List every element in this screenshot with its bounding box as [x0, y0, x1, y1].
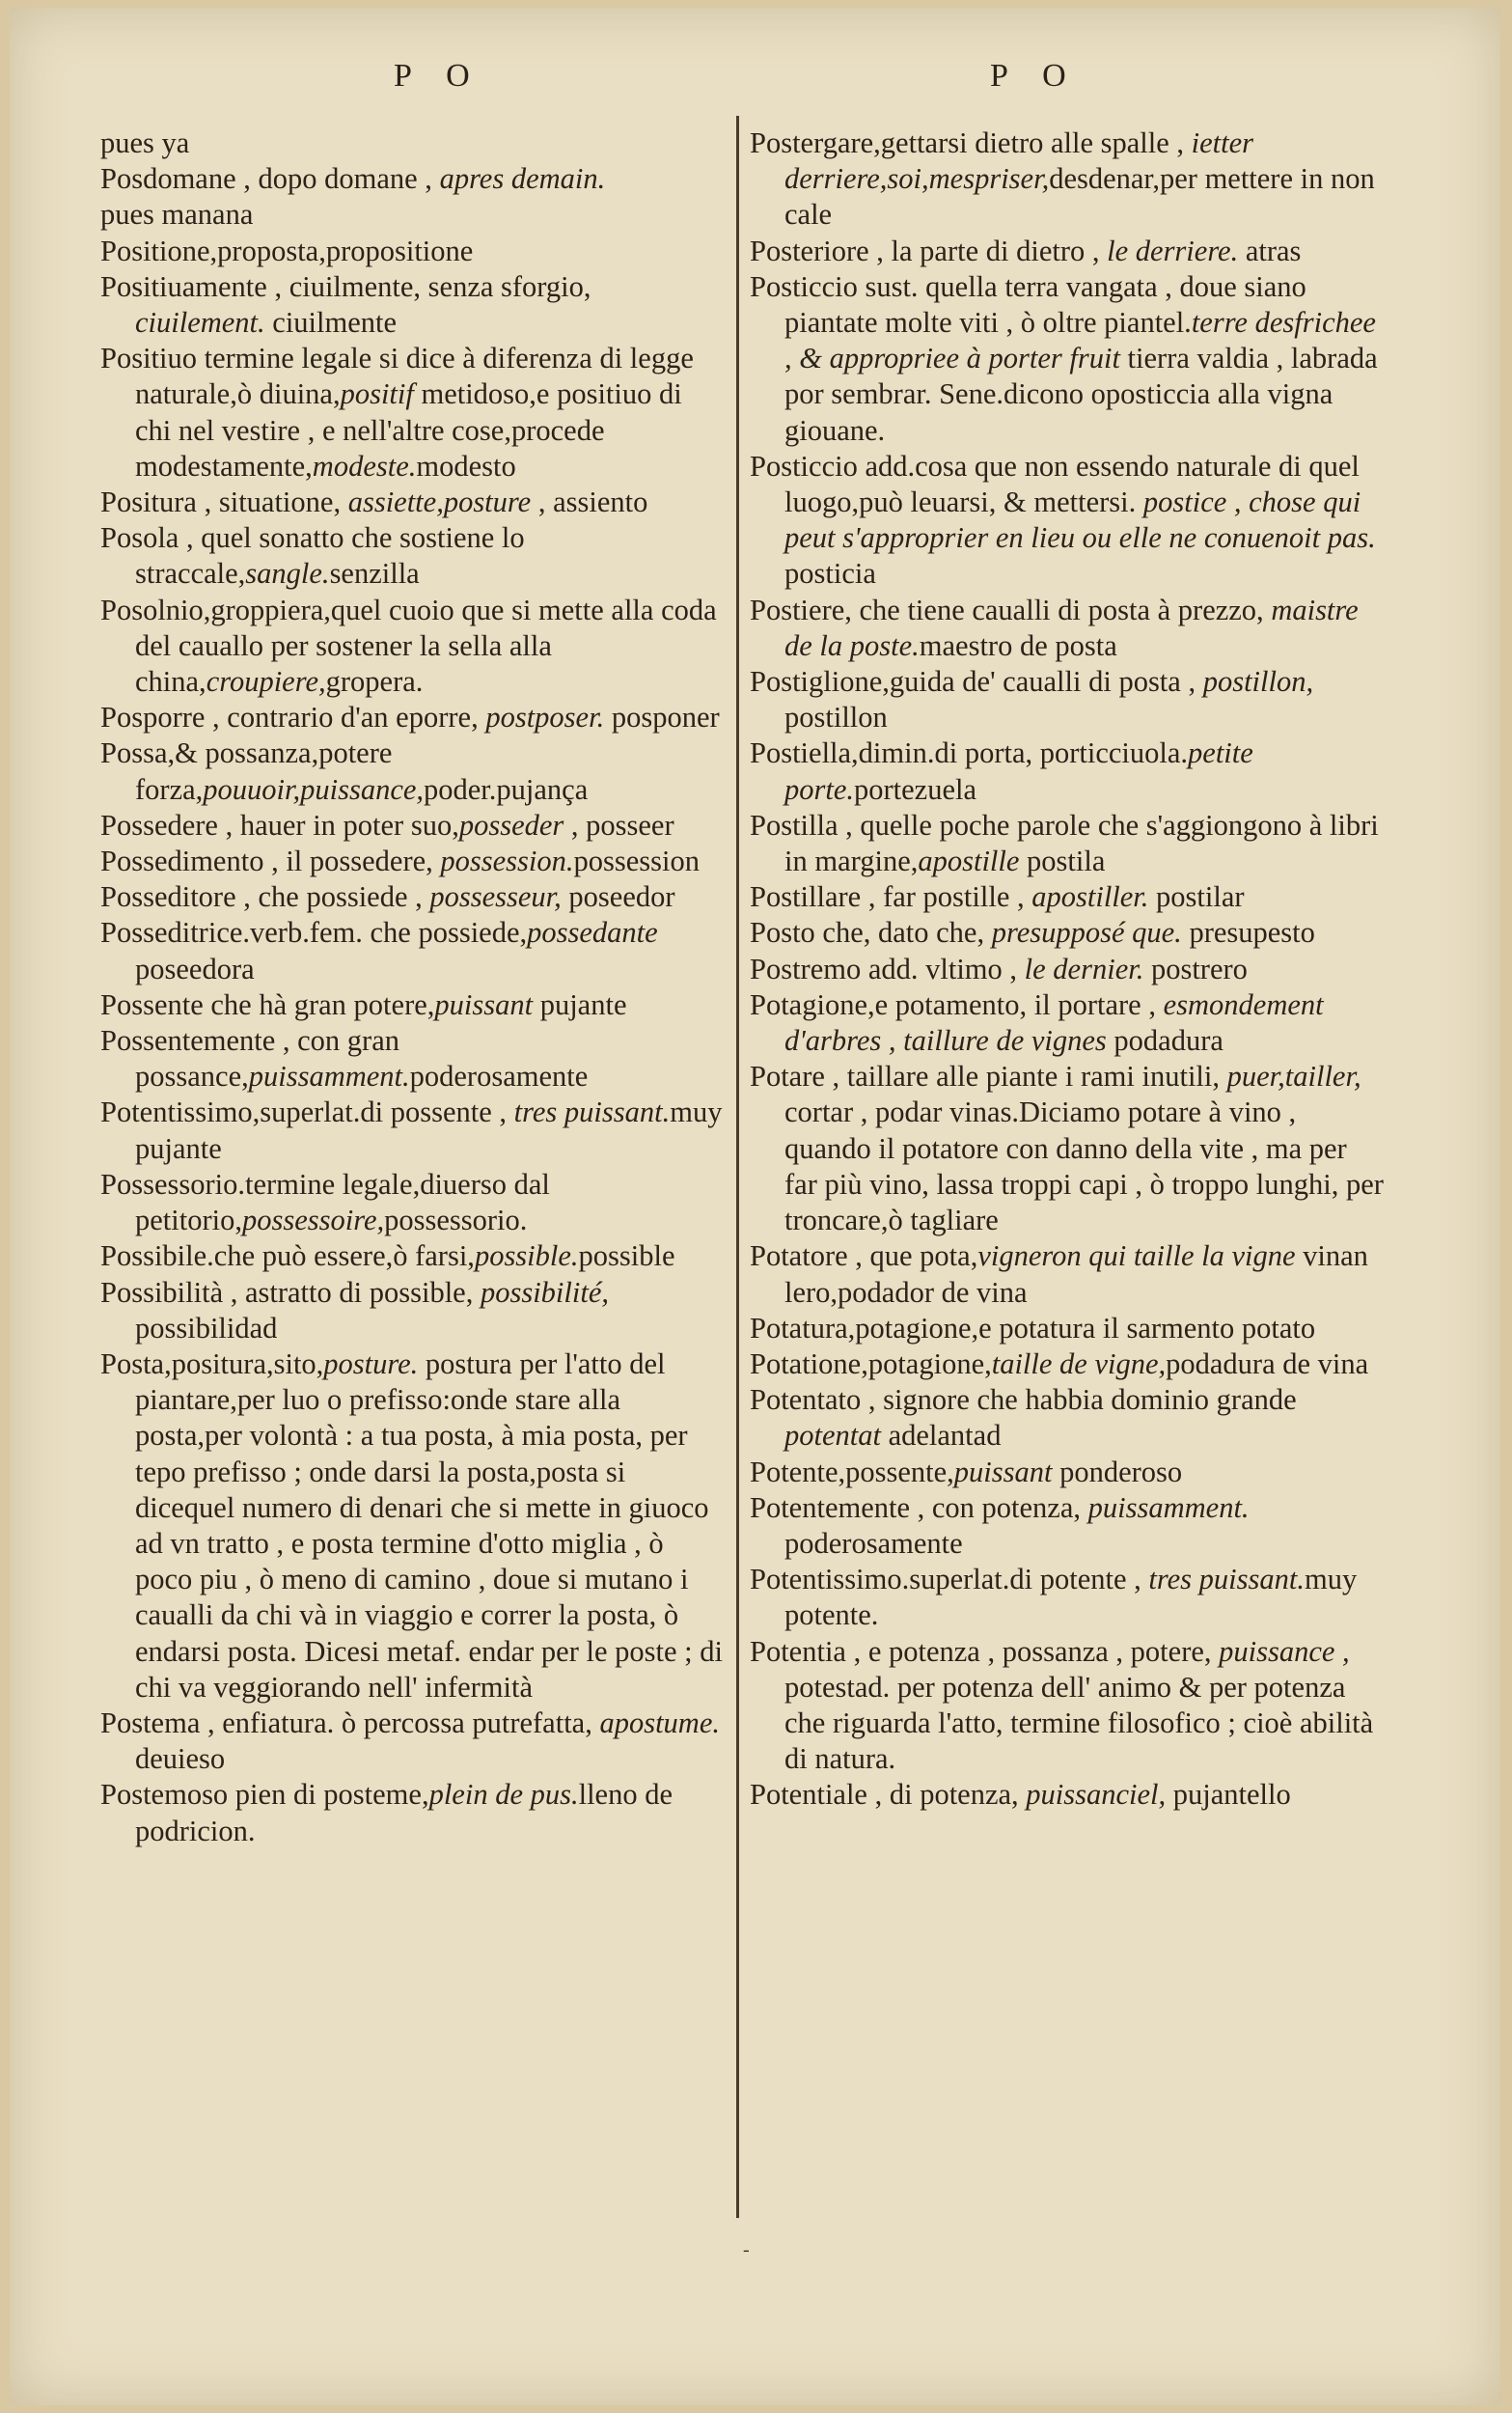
column-divider	[736, 116, 739, 2218]
entry-text: Posporre , contrario d'an eporre,	[100, 701, 486, 735]
dictionary-entry	[100, 808, 724, 844]
french-gloss: sangle.	[245, 557, 330, 591]
dictionary-entry	[100, 1706, 724, 1777]
entry-text: Postremo add. vltimo ,	[750, 952, 1025, 985]
french-gloss: le dernier.	[1024, 952, 1144, 985]
dictionary-entry	[750, 1562, 1387, 1633]
dictionary-entry	[100, 197, 724, 233]
french-gloss: croupiere,	[206, 665, 326, 699]
entry-text: Potentissimo.superlat.di potente ,	[750, 1563, 1149, 1596]
entry-text: pues ya	[100, 126, 190, 159]
french-gloss: postposer.	[485, 701, 605, 735]
entry-text: Postiglione,guida de' caualli di posta ,	[750, 665, 1203, 699]
french-gloss: le derriere.	[1107, 234, 1239, 267]
dictionary-entry	[750, 808, 1387, 879]
entry-text: podadura de vina	[1166, 1346, 1369, 1380]
french-gloss: posseder	[458, 808, 564, 842]
dictionary-entry	[750, 1311, 1387, 1346]
entry-text: podadura	[1106, 1024, 1223, 1058]
entry-text: Possente che hà gran potere,	[100, 987, 435, 1021]
entry-text: postilar	[1148, 880, 1245, 914]
entry-text: tierra valdia , labrada por sembrar. Sene.dicono oposticcia alla vigna giouane.	[784, 342, 1378, 447]
french-gloss: ciuilement.	[135, 306, 265, 340]
entry-text: senzilla	[329, 557, 420, 591]
dictionary-entry	[100, 1167, 724, 1238]
entry-text: poder.pujança	[424, 772, 589, 806]
entry-text: adelantad	[880, 1419, 1002, 1453]
french-gloss: puissamment.	[248, 1060, 410, 1094]
dictionary-entry	[100, 987, 724, 1023]
entry-text: Potentissimo,superlat.di possente ,	[100, 1096, 514, 1129]
french-gloss: tres puissant.	[513, 1096, 671, 1129]
entry-text: vinan lero,podador de vina	[784, 1239, 1368, 1309]
french-gloss: assiette,posture	[347, 485, 532, 519]
dictionary-entry	[750, 987, 1387, 1059]
entry-text: Posto che, dato che,	[750, 916, 992, 950]
entry-text: Possentemente , con gran possance,	[100, 1024, 400, 1094]
dictionary-entry	[750, 1238, 1387, 1310]
dictionary-entry	[100, 520, 724, 592]
entry-text: metidoso,e positiuo di chi nel vestire , e nell'altre cose,procede modestamente,	[135, 377, 682, 483]
dictionary-entry	[100, 879, 724, 915]
right-column	[750, 125, 1387, 1814]
french-gloss: puer,tailler,	[1226, 1060, 1361, 1094]
entry-text: posponer	[604, 701, 720, 735]
entry-text: Posteriore , la parte di dietro ,	[750, 234, 1108, 267]
entry-text: presupesto	[1181, 916, 1315, 950]
entry-text: deuieso	[135, 1742, 226, 1776]
dictionary-entry	[750, 234, 1387, 269]
dictionary-entry	[750, 879, 1387, 915]
dictionary-entry	[100, 1023, 724, 1095]
entry-text: Possedere , hauer in poter suo,	[100, 808, 459, 842]
dictionary-entry	[100, 915, 724, 986]
french-gloss: possedante	[527, 916, 658, 950]
french-gloss: apres demain.	[439, 162, 606, 196]
french-gloss: apostume.	[599, 1706, 721, 1739]
entry-text: Positiuo termine legale si dice à diferenza di legge naturale,ò diuina,	[100, 342, 694, 411]
entry-text: postrero	[1143, 952, 1248, 985]
entry-text: muy pujante	[135, 1096, 723, 1165]
entry-text: atras	[1238, 234, 1302, 267]
entry-text: Potagione,e potamento, il portare ,	[750, 987, 1164, 1021]
french-gloss: postice , chose qui peut s'approprier en lieu ou elle ne conuenoit pas.	[784, 485, 1376, 555]
footer-mark: -	[743, 2239, 750, 2260]
entry-text: muy potente.	[784, 1563, 1358, 1632]
entry-text: Posticcio sust. quella terra vangata , doue siano piantate molte viti , ò oltre piantel.	[750, 269, 1306, 340]
entry-text: postillon	[784, 701, 888, 735]
entry-text: Posticcio add.cosa que non essendo naturale di quel luogo,può leuarsi, & mettersi.	[750, 449, 1360, 519]
entry-text: Potatione,potagione,	[750, 1346, 992, 1380]
entry-text: Postillare , far postille ,	[750, 880, 1032, 914]
dictionary-entry	[100, 1275, 724, 1346]
french-gloss: tres puissant.	[1148, 1563, 1305, 1596]
dictionary-entry	[750, 1059, 1387, 1238]
entry-text: Positiuamente , ciuilmente, senza sforgio,	[100, 269, 591, 303]
french-gloss: possibilité,	[480, 1275, 609, 1309]
entry-text: desdenar,per mettere in non cale	[784, 162, 1375, 232]
french-gloss: maistre de la poste.	[784, 593, 1359, 662]
entry-text: poseedor	[561, 880, 675, 914]
dictionary-entry	[100, 485, 724, 520]
french-gloss: possession.	[440, 845, 574, 878]
dictionary-entry	[750, 269, 1387, 449]
dictionary-entry	[100, 161, 724, 197]
dictionary-entry	[750, 1490, 1387, 1562]
dictionary-entry	[750, 1455, 1387, 1490]
dictionary-entry	[750, 1346, 1387, 1382]
dictionary-entry	[100, 700, 724, 735]
dictionary-entry	[100, 1238, 724, 1274]
entry-text: Potare , taillare alle piante i rami inutili,	[750, 1060, 1227, 1094]
dictionary-entry	[100, 1095, 724, 1166]
entry-text: Potatura,potagione,e potatura il sarmento potato	[750, 1311, 1316, 1345]
french-gloss: puissant	[434, 987, 534, 1021]
french-gloss: ietter derriere,soi,mespriser,	[784, 126, 1254, 196]
dictionary-entry	[750, 1777, 1387, 1813]
entry-text: Potentemente , con potenza,	[750, 1490, 1088, 1524]
dictionary-entry	[100, 341, 724, 485]
french-gloss: modeste.	[312, 449, 417, 483]
french-gloss: pouuoir,puissance,	[203, 772, 425, 806]
entry-text: cortar , podar vinas.Diciamo potare à vino , quando il potatore con danno della vite , ma per far più vino, lassa troppi capi , ò troppo lunghi, per troncare,ò tagliare	[784, 1096, 1384, 1237]
dictionary-entry	[750, 593, 1387, 664]
entry-text: Posseditore , che possiede ,	[100, 880, 430, 914]
entry-text: , assiento	[531, 485, 648, 519]
entry-text: Positura , situatione,	[100, 485, 348, 519]
entry-text: Potatore , que pota,	[750, 1239, 978, 1273]
entry-text: pues manana	[100, 198, 254, 232]
entry-text: Possibile.che può essere,ò farsi,	[100, 1239, 475, 1273]
entry-text: , posseer	[564, 808, 674, 842]
french-gloss: possesseur,	[429, 880, 562, 914]
entry-text: Posola , quel sonatto che sostiene lo straccale,	[100, 521, 525, 591]
entry-text: possessorio.	[384, 1204, 528, 1237]
french-gloss: esmondement d'arbres , taillure de vignes	[784, 987, 1324, 1058]
entry-text: postura per l'atto del piantare,per luo o prefisso:onde stare alla posta,per volontà : a tua posta, à mia posta, per tepo prefisso ; onde darsi la posta,posta si dicequel numero di denari che si mette in giuoco ad vn tratto , e posta termine d'otto miglia , ò poco piu , ò meno di camino , doue si mutano i caualli da chi và in viaggio e correr la posta, ò endarsi posta. Dicesi metaf. endar per le poste ; di chi va veggiorando nell' infermità	[135, 1346, 723, 1704]
entry-text: ponderoso	[1052, 1455, 1183, 1488]
french-gloss: posture.	[323, 1346, 419, 1380]
french-gloss: postillon,	[1202, 665, 1314, 699]
entry-text: poderosamente	[409, 1060, 589, 1094]
entry-text: Possedimento , il possedere,	[100, 845, 441, 878]
entry-text: gropera.	[325, 665, 424, 699]
entry-text: modesto	[416, 449, 516, 483]
entry-text: postila	[1019, 845, 1106, 878]
entry-text: possibilidad	[135, 1311, 278, 1345]
entry-text: Positione,proposta,propositione	[100, 234, 474, 267]
french-gloss: potentat	[784, 1419, 881, 1453]
entry-text: Posseditrice.verb.fem. che possiede,	[100, 916, 528, 950]
entry-text: Postergare,gettarsi dietro alle spalle ,	[750, 126, 1192, 159]
dictionary-entry	[100, 125, 724, 161]
dictionary-entry	[100, 234, 724, 269]
french-gloss: puissant	[953, 1455, 1053, 1488]
entry-text: Postema , enfiatura. ò percossa putrefatta,	[100, 1706, 600, 1739]
entry-text: Potentiale , di potenza,	[750, 1778, 1027, 1812]
entry-text: poderosamente	[784, 1526, 963, 1560]
french-gloss: plein de pus.	[428, 1778, 579, 1812]
entry-text: Possessorio.termine legale,diuerso dal petitorio,	[100, 1167, 550, 1237]
entry-text: pujantello	[1166, 1778, 1291, 1812]
dictionary-entry	[750, 915, 1387, 951]
french-gloss: apostiller.	[1031, 880, 1149, 914]
french-gloss: puissanciel,	[1026, 1778, 1167, 1812]
dictionary-page	[10, 8, 1500, 2405]
french-gloss: presupposé que.	[991, 916, 1182, 950]
entry-text: Postiere, che tiene caualli di posta à prezzo,	[750, 593, 1272, 626]
french-gloss: puissance ,	[1219, 1634, 1350, 1668]
entry-text: Posta,positura,sito,	[100, 1346, 324, 1380]
entry-text: Potentia , e potenza , possanza , potere,	[750, 1634, 1220, 1668]
running-head-right: P O	[990, 58, 1080, 94]
dictionary-entry	[100, 593, 724, 701]
entry-text: Postemoso pien di posteme,	[100, 1778, 429, 1812]
dictionary-entry	[100, 844, 724, 879]
entry-text: Possibilità , astratto di possible,	[100, 1275, 481, 1309]
french-gloss: positif	[340, 377, 414, 411]
entry-text: Postiella,dimin.di porta, porticciuola.	[750, 736, 1189, 770]
entry-text: maestro de posta	[919, 628, 1117, 662]
dictionary-entry	[100, 1346, 724, 1706]
dictionary-entry	[750, 125, 1387, 234]
entry-text: poseedora	[135, 952, 255, 985]
entry-text: Potente,possente,	[750, 1455, 954, 1488]
dictionary-entry	[100, 735, 724, 807]
entry-text: Posdomane , dopo domane ,	[100, 162, 440, 196]
entry-text: possible	[578, 1239, 675, 1273]
french-gloss: possible.	[474, 1239, 579, 1273]
dictionary-entry	[750, 1382, 1387, 1454]
french-gloss: apostille	[918, 845, 1020, 878]
entry-text: ciuilmente	[264, 306, 398, 340]
french-gloss: puissamment.	[1087, 1490, 1250, 1524]
entry-text: portezuela	[854, 772, 977, 806]
entry-text: pujante	[533, 987, 627, 1021]
entry-text: potestad. per potenza dell' animo & per potenza che riguarda l'atto, termine filosofico ; cioè abilità di natura.	[784, 1670, 1374, 1776]
dictionary-entry	[750, 735, 1387, 807]
left-column	[100, 125, 724, 1849]
dictionary-entry	[750, 952, 1387, 987]
running-head-left: P O	[394, 58, 483, 94]
dictionary-entry	[100, 269, 724, 341]
entry-text: Possa,& possanza,potere forza,	[100, 736, 393, 806]
entry-text: Posolnio,groppiera,quel cuoio que si mette alla coda del cauallo per sostener la sella alla china,	[100, 593, 717, 699]
dictionary-entry	[100, 1777, 724, 1848]
dictionary-entry	[750, 664, 1387, 735]
entry-text: posticia	[784, 557, 876, 591]
french-gloss: taille de vigne,	[991, 1346, 1167, 1380]
entry-text: possession	[573, 845, 701, 878]
entry-text: Potentato , signore che habbia dominio grande	[750, 1383, 1297, 1417]
dictionary-entry	[750, 1634, 1387, 1778]
french-gloss: vigneron qui taille la vigne	[977, 1239, 1296, 1273]
french-gloss: possessoire,	[241, 1204, 385, 1237]
french-gloss: petite porte.	[784, 736, 1253, 806]
entry-text: Postilla , quelle poche parole che s'aggiongono à libri in margine,	[750, 808, 1379, 878]
french-gloss: terre desfrichee , & appropriee à porter fruit	[784, 306, 1376, 375]
entry-text: lleno de podricion.	[135, 1778, 674, 1847]
dictionary-entry	[750, 449, 1387, 593]
